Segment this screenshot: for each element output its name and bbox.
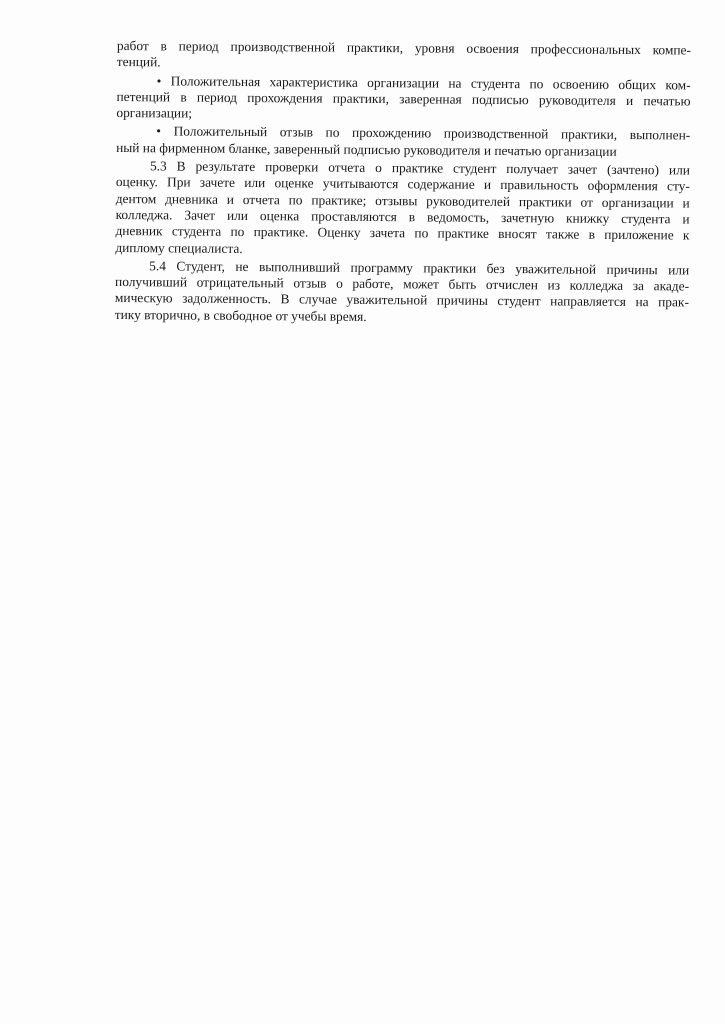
text-line-content: Положительный отзыв по прохождению производственной практики, выполнен-: [173, 123, 691, 143]
text-line: 5.4 Студент, не выполнивший программу практики без уважительной причины или: [149, 258, 690, 278]
paragraph-intro: [117, 38, 691, 75]
text-line: дневник студента по практике. Оценку зачета по практике вносят также в приложение к: [115, 223, 690, 243]
text-line: 5.3 В результате проверки отчета о практике студент получает зачет (зачтено) или: [149, 158, 691, 178]
bullet-positive-review: [116, 123, 690, 160]
text-line: оценку. При зачете или оценке учитываются содержание и правильность оформления сту-: [115, 174, 690, 194]
text-line: мическую задолженность. В случае уважительной причины студент направляется на прак-: [114, 290, 689, 310]
bullet-marker: •: [156, 123, 162, 139]
text-line: колледжа. Зачет или оценка проставляются в ведомость, зачетную книжку студента и: [115, 206, 690, 227]
text-line: ный на фирменном бланке, заверенный подписью руководителя и печатью организации: [116, 139, 617, 159]
text-line: дентом дневника и отчета по практике; отзывы руководителей практики от организации и: [115, 190, 690, 211]
text-line: работ в период производственной практики, уровня освоения профессиональных компе-: [116, 38, 691, 58]
section-5-4: [115, 258, 689, 328]
section-5-3: [115, 158, 690, 260]
document-body: [115, 38, 691, 330]
text-line: петенций в период прохождения практики, заверенная подписью руководителя и печатью: [116, 88, 691, 109]
text-line: тику вторично, в свободное от учебы время.: [114, 306, 367, 324]
text-line: тенций.: [116, 54, 161, 70]
text-line: получивший отрицательный отзыв о работе, может быть отчислен из колледжа за акаде-: [115, 274, 690, 294]
text-line: организации;: [116, 105, 193, 121]
text-line-content: Положительная характеристика организации на студента по освоению общих ком-: [170, 73, 691, 93]
bullet-positive-characteristic: [116, 73, 690, 126]
text-line: диплому специалиста.: [115, 239, 243, 256]
bullet-marker: •: [156, 72, 162, 88]
